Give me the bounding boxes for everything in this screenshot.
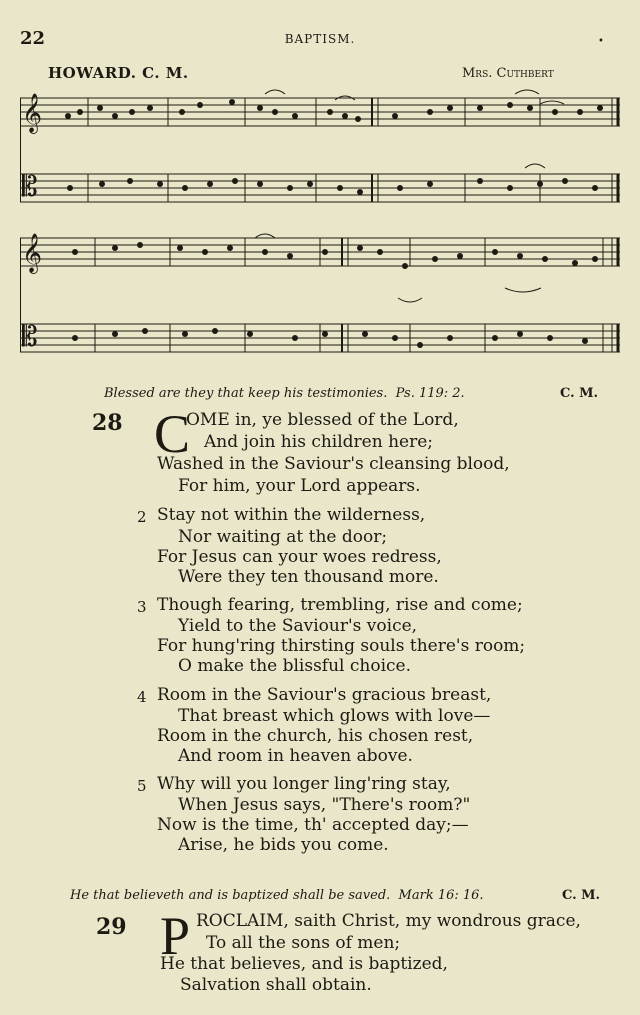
hymn-28-number: 28 [92, 410, 123, 436]
hymn-28-v3-line-1: Though fearing, trembling, rise and come; [157, 595, 523, 615]
hymn-28-v5-line-1: Why will you longer ling'ring stay, [157, 774, 451, 794]
hymn-28-v5-line-2: When Jesus says, "There's room?" [178, 795, 471, 815]
hymn-28-v3-line-3: For hung'ring thirsting souls there's room; [157, 636, 526, 656]
svg-text:𝄞: 𝄞 [22, 233, 43, 273]
hymn-28-v4-number: 4 [137, 688, 147, 706]
hymn-28-v5-line-3: Now is the time, th' accepted day;— [157, 815, 469, 835]
hymn-28-v2-line-1: Stay not within the wilderness, [157, 505, 426, 525]
hymn-28-v4-line-4: And room in heaven above. [178, 746, 413, 766]
hymn-28-v4-line-2: That breast which glows with love— [178, 706, 491, 726]
hymn-28-dropcap: C [154, 404, 191, 464]
hymn-28-meter: C. M. [560, 386, 599, 401]
hymn-29-meter: C. M. [562, 888, 601, 903]
hymn-29-line-3: He that believes, and is baptized, [160, 954, 448, 974]
hymn-28-v2-line-4: Were they ten thousand more. [178, 567, 439, 587]
svg-text:𝄡: 𝄡 [22, 320, 38, 353]
hymn-29-scripture: He that believeth and is baptized shall be saved. Mark 16: 16. [70, 888, 484, 903]
hymn-28-v5-line-4: Arise, he bids you come. [178, 835, 389, 855]
hymn-28-v2-number: 2 [137, 508, 147, 526]
section-title: BAPTISM. [284, 32, 356, 46]
hymn-29-number: 29 [96, 914, 127, 940]
hymn-28-v1-line-1: OME in, ye blessed of the Lord, [186, 410, 459, 430]
hymn-28-v4-line-1: Room in the Saviour's gracious breast, [157, 685, 492, 705]
hymn-29-line-1: ROCLAIM, saith Christ, my wondrous grace, [196, 911, 581, 931]
hymn-28-v3-line-4: O make the blissful choice. [178, 656, 412, 676]
hymn-28-v1-line-3: Washed in the Saviour's cleansing blood, [157, 454, 510, 474]
music-score [20, 88, 622, 363]
tune-name: HOWARD. C. M. [48, 64, 189, 82]
hymn-28-v1-line-4: For him, your Lord appears. [178, 476, 421, 496]
hymn-28-v3-number: 3 [137, 598, 147, 616]
hymn-29-line-2: To all the sons of men; [206, 933, 401, 953]
hymn-28-scripture: Blessed are they that keep his testimonies. Ps. 119: 2. [104, 386, 465, 401]
page-number: 22 [20, 28, 46, 49]
hymn-28-v2-line-2: Nor waiting at the door; [178, 527, 388, 547]
hymn-28-v5-number: 5 [137, 777, 147, 795]
printer-mark: • [598, 36, 604, 47]
hymn-28-v4-line-3: Room in the church, his chosen rest, [157, 726, 474, 746]
svg-text:𝄞: 𝄞 [22, 93, 43, 133]
hymn-28-v1-line-2: And join his children here; [204, 432, 434, 452]
composer: Mrs. Cuthbert [462, 66, 554, 81]
hymn-28-v2-line-3: For Jesus can your woes redress, [157, 547, 442, 567]
hymn-29-dropcap: P [160, 906, 191, 966]
svg-text:𝄡: 𝄡 [22, 170, 38, 203]
hymn-29-line-4: Salvation shall obtain. [180, 975, 372, 995]
hymn-28-v3-line-2: Yield to the Saviour's voice, [178, 616, 418, 636]
